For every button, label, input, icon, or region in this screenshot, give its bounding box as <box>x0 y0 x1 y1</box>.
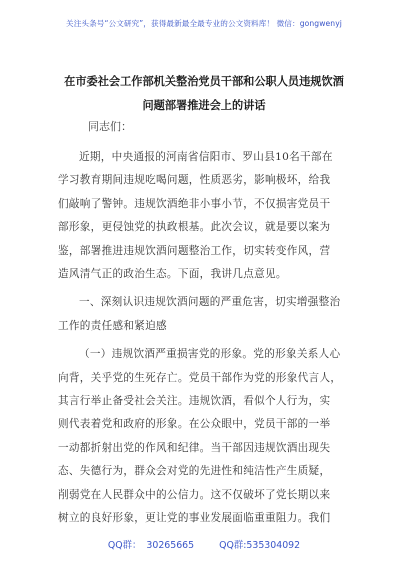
document-body <box>58 146 358 531</box>
text-line: 则代表着党和政府的形象。在公众眼中，党员干部的一举 <box>58 418 331 431</box>
section-heading <box>58 291 358 338</box>
title-line: 问题部署推进会上的讲话 <box>142 99 266 112</box>
text-line: 一、深刻认识违规饮酒问题的严重危害，切实增强整治 <box>79 296 341 309</box>
text-line: 们敲响了警钟。违规饮酒绝非小事小节，不仅损害党员干 <box>58 197 331 210</box>
text-line: 部形象，更侵蚀党的执政根基。此次会议，就是要以案为 <box>58 221 331 234</box>
paragraph-section-1 <box>58 343 358 530</box>
text-line: 鉴，部署推进违规饮酒问题整治工作，切实转变作风，营 <box>58 244 331 257</box>
text-line: 其言行举止备受社会关注。违规饮酒，看似个人行为，实 <box>58 395 331 408</box>
document-title <box>40 70 368 118</box>
text-line: 树立的良好形象，更让党的事业发展面临重重阻力。我们 <box>58 512 331 525</box>
title-line: 在市委社会工作部机关整治党员干部和公职人员违规饮酒 <box>64 75 344 88</box>
text-line: 工作的责任感和紧迫感 <box>58 319 167 332</box>
text-line: 态、失德行为，群众会对党的先进性和纯洁性产生质疑， <box>58 465 331 478</box>
text-line: 向背，关乎党的生死存亡。党员干部作为党的形象代言人， <box>58 371 342 384</box>
text-line: 近期，中央通报的河南省信阳市、罗山县10名干部在 <box>79 151 333 163</box>
text-line: 学习教育期间违规吃喝问题，性质恶劣，影响极坏，给我 <box>58 174 331 187</box>
qq-group-2: QQ群:535304092 <box>219 540 301 551</box>
text-line: （一）违规饮酒严重损害党的形象。党的形象关系人心 <box>79 348 341 361</box>
qq-group-1: QQ群： 30265665 <box>107 540 195 551</box>
text-line: 造风清气正的政治生态。下面，我讲几点意见。 <box>58 268 287 281</box>
salutation: 同志们： <box>88 120 132 133</box>
header-banner: 关注头条号“公文研究”，获得最新最全最专业的公文资料库！ 微信：gongwenyj <box>66 19 342 28</box>
text-line: 一动都折射出党的作风和纪律。当干部因违规饮酒出现失 <box>58 441 331 454</box>
footer-contact <box>0 537 408 551</box>
text-line: 削弱党在人民群众中的公信力。这不仅破坏了党长期以来 <box>58 488 331 501</box>
paragraph-intro <box>58 146 358 286</box>
